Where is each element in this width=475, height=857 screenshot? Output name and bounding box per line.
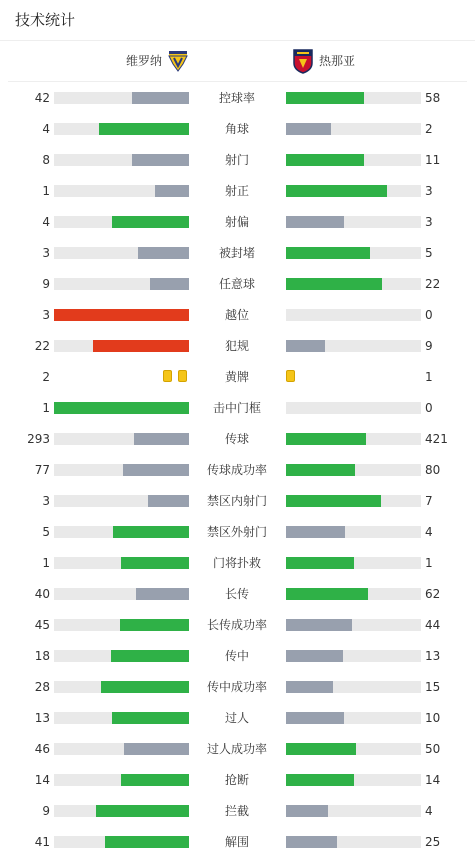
- home-stat-bar-fill: [134, 433, 189, 445]
- away-stat-value: 15: [425, 680, 441, 694]
- away-stat-bar: [286, 402, 421, 414]
- stat-row: [0, 243, 475, 263]
- away-stat-value: 1: [425, 370, 433, 384]
- home-stat-value: 3: [42, 494, 50, 508]
- stat-label: 传球: [224, 432, 249, 446]
- away-stat-value: 11: [425, 153, 441, 167]
- away-stat-bar-fill: [286, 123, 331, 135]
- stat-row: [0, 274, 475, 294]
- away-stat-value: 50: [425, 742, 441, 756]
- home-stat-value: 28: [34, 680, 50, 694]
- home-stat-bar: [54, 650, 189, 662]
- away-stat-bar-fill: [286, 495, 381, 507]
- stat-row: [0, 305, 475, 325]
- away-stat-bar: [286, 836, 421, 848]
- away-stat-value: 7: [425, 494, 433, 508]
- away-stat-bar: [286, 309, 421, 321]
- stat-row: [0, 88, 475, 108]
- home-stat-bar: [54, 247, 189, 259]
- home-stat-bar: [54, 557, 189, 569]
- away-stat-value: 14: [425, 773, 441, 787]
- yellow-card-icon: [178, 370, 187, 382]
- home-stat-bar: [54, 92, 189, 104]
- home-stat-value: 1: [42, 401, 50, 415]
- home-stat-bar: [54, 619, 189, 631]
- stat-row: [0, 429, 475, 449]
- stat-label: 禁区外射门: [206, 525, 267, 539]
- home-stat-value: 18: [34, 649, 50, 663]
- home-stat-value: 46: [34, 742, 50, 756]
- stat-row: [0, 770, 475, 790]
- away-stat-bar-fill: [286, 805, 328, 817]
- stat-label: 抢断: [224, 773, 249, 787]
- away-stat-bar-fill: [286, 216, 344, 228]
- away-team-name[interactable]: 热那亚: [319, 54, 356, 68]
- home-stat-bar-fill: [105, 836, 189, 848]
- away-stat-value: 3: [425, 215, 433, 229]
- stat-row: [0, 119, 475, 139]
- stat-row: [0, 398, 475, 418]
- away-stat-bar: [286, 774, 421, 786]
- home-stat-bar-fill: [112, 216, 189, 228]
- away-stat-bar-fill: [286, 650, 343, 662]
- home-stat-bar: [54, 185, 189, 197]
- stat-row: [0, 677, 475, 697]
- stat-label: 长传: [224, 587, 249, 601]
- away-stat-value: 2: [425, 122, 433, 136]
- home-stat-bar-fill: [148, 495, 189, 507]
- home-stat-bar: [54, 309, 189, 321]
- away-stat-bar: [286, 805, 421, 817]
- away-stat-bar-fill: [286, 743, 356, 755]
- away-stat-bar-fill: [286, 557, 354, 569]
- home-stat-value: 2: [42, 370, 50, 384]
- stat-label: 拦截: [224, 804, 249, 818]
- away-stat-bar-fill: [286, 278, 382, 290]
- stat-label: 射正: [224, 184, 249, 198]
- yellow-card-icon: [286, 370, 295, 382]
- stat-label: 射门: [224, 153, 249, 167]
- stat-row: [0, 181, 475, 201]
- away-stat-value: 9: [425, 339, 433, 353]
- home-stat-bar-fill: [96, 805, 189, 817]
- home-stat-value: 3: [42, 246, 50, 260]
- stat-label: 任意球: [218, 277, 255, 291]
- home-stat-bar: [54, 464, 189, 476]
- away-team-logo-icon[interactable]: [292, 48, 314, 74]
- away-stat-bar: [286, 588, 421, 600]
- home-stat-bar-fill: [112, 712, 189, 724]
- away-stat-value: 13: [425, 649, 441, 663]
- home-stat-bar: [54, 805, 189, 817]
- home-team-name[interactable]: 维罗纳: [125, 54, 162, 68]
- home-stat-value: 4: [42, 122, 50, 136]
- home-stat-bar-fill: [54, 402, 189, 414]
- home-stat-value: 3: [42, 308, 50, 322]
- stat-row: [0, 212, 475, 232]
- away-stat-bar-fill: [286, 588, 368, 600]
- stat-label: 传中: [224, 649, 249, 663]
- away-stat-value: 1: [425, 556, 433, 570]
- home-stat-value: 293: [27, 432, 50, 446]
- away-stat-bar-fill: [286, 619, 352, 631]
- stat-label: 控球率: [218, 91, 255, 105]
- home-stat-bar-fill: [120, 619, 189, 631]
- page-title: 技术统计: [0, 0, 475, 41]
- home-stat-bar-fill: [121, 774, 189, 786]
- away-stat-value: 4: [425, 525, 433, 539]
- stat-label: 过人: [224, 711, 249, 725]
- away-stat-bar-fill: [286, 836, 337, 848]
- home-stat-value: 4: [42, 215, 50, 229]
- home-stat-value: 5: [42, 525, 50, 539]
- stat-row: [0, 522, 475, 542]
- stat-label: 被封堵: [218, 246, 255, 260]
- home-stat-bar: [54, 743, 189, 755]
- stat-row: [0, 491, 475, 511]
- home-stat-bar-fill: [132, 154, 189, 166]
- stat-label: 角球: [224, 122, 249, 136]
- stat-label: 击中门框: [212, 401, 261, 415]
- home-stat-value: 1: [42, 556, 50, 570]
- stat-row: [0, 615, 475, 635]
- away-stat-bar: [286, 247, 421, 259]
- home-stat-value: 22: [34, 339, 50, 353]
- home-stat-bar: [54, 495, 189, 507]
- home-stat-value: 13: [34, 711, 50, 725]
- away-stat-bar-fill: [286, 92, 364, 104]
- home-stat-bar: [54, 123, 189, 135]
- home-stat-bar: [54, 402, 189, 414]
- away-stat-value: 44: [425, 618, 441, 632]
- away-stat-bar: [286, 154, 421, 166]
- home-stat-bar: [54, 433, 189, 445]
- stat-row: [0, 367, 475, 387]
- away-stat-bar-fill: [286, 526, 345, 538]
- stat-row: [0, 646, 475, 666]
- away-stat-value: 0: [425, 401, 433, 415]
- away-stat-bar-fill: [286, 464, 355, 476]
- home-stat-value: 14: [34, 773, 50, 787]
- stat-label: 传球成功率: [206, 463, 267, 477]
- away-stat-bar: [286, 526, 421, 538]
- away-stat-bar: [286, 743, 421, 755]
- home-stat-value: 8: [42, 153, 50, 167]
- home-stat-bar-fill: [121, 557, 189, 569]
- home-stat-bar-fill: [150, 278, 189, 290]
- stat-label: 长传成功率: [206, 618, 267, 632]
- away-stat-bar-fill: [286, 154, 364, 166]
- stat-row: [0, 150, 475, 170]
- home-stat-bar: [54, 681, 189, 693]
- away-stat-bar-fill: [286, 681, 333, 693]
- away-stat-value: 22: [425, 277, 441, 291]
- home-stat-bar-fill: [54, 309, 189, 321]
- home-stat-bar-fill: [136, 588, 189, 600]
- home-stat-bar: [54, 340, 189, 352]
- away-stat-value: 80: [425, 463, 441, 477]
- stat-label: 禁区内射门: [206, 494, 267, 508]
- home-stat-value: 1: [42, 184, 50, 198]
- away-stat-value: 0: [425, 308, 433, 322]
- away-stat-bar: [286, 464, 421, 476]
- home-stat-value: 41: [34, 835, 50, 849]
- away-stat-bar: [286, 433, 421, 445]
- away-stat-bar: [286, 340, 421, 352]
- stat-row: [0, 460, 475, 480]
- stat-row: [0, 801, 475, 821]
- home-team-logo-icon[interactable]: [167, 50, 189, 72]
- home-stat-bar-fill: [124, 743, 189, 755]
- stat-row: [0, 584, 475, 604]
- away-stat-value: 421: [425, 432, 448, 446]
- home-stat-bar-fill: [123, 464, 189, 476]
- away-stat-bar-fill: [286, 712, 344, 724]
- stat-label: 过人成功率: [206, 742, 267, 756]
- away-stat-value: 3: [425, 184, 433, 198]
- stat-row: [0, 336, 475, 356]
- away-stat-bar: [286, 650, 421, 662]
- stat-label: 越位: [224, 308, 249, 322]
- home-stat-value: 40: [34, 587, 50, 601]
- home-stat-value: 9: [42, 804, 50, 818]
- stat-label: 黄牌: [224, 370, 249, 384]
- home-stat-bar: [54, 526, 189, 538]
- home-stat-bar-fill: [111, 650, 189, 662]
- stat-row: [0, 739, 475, 759]
- away-stat-bar: [286, 185, 421, 197]
- stat-row: [0, 832, 475, 852]
- home-stat-value: 45: [34, 618, 50, 632]
- away-stat-bar: [286, 278, 421, 290]
- home-stat-bar-fill: [99, 123, 189, 135]
- stat-label: 传中成功率: [206, 680, 267, 694]
- away-stat-bar: [286, 495, 421, 507]
- away-stat-bar-fill: [286, 774, 354, 786]
- away-stat-value: 25: [425, 835, 441, 849]
- away-stat-bar: [286, 216, 421, 228]
- home-stat-bar: [54, 774, 189, 786]
- yellow-card-icon: [163, 370, 172, 382]
- home-stat-bar: [54, 278, 189, 290]
- stat-label: 射偏: [224, 215, 249, 229]
- stat-label: 解围: [224, 835, 249, 849]
- home-stat-value: 9: [42, 277, 50, 291]
- away-stat-value: 5: [425, 246, 433, 260]
- away-stat-bar: [286, 681, 421, 693]
- away-stat-bar: [286, 712, 421, 724]
- home-stat-bar-fill: [101, 681, 189, 693]
- home-stat-bar-fill: [113, 526, 189, 538]
- away-stat-value: 58: [425, 91, 441, 105]
- away-stat-bar-fill: [286, 433, 366, 445]
- away-stat-bar: [286, 92, 421, 104]
- home-stat-bar: [54, 712, 189, 724]
- away-stat-bar: [286, 557, 421, 569]
- away-stat-value: 10: [425, 711, 441, 725]
- home-stat-bar: [54, 588, 189, 600]
- away-stat-bar-fill: [286, 340, 325, 352]
- away-stat-bar: [286, 619, 421, 631]
- away-stat-bar: [286, 123, 421, 135]
- away-stat-value: 4: [425, 804, 433, 818]
- away-stat-bar-fill: [286, 247, 370, 259]
- home-stat-bar: [54, 216, 189, 228]
- home-stat-bar-fill: [93, 340, 189, 352]
- home-stat-bar-fill: [138, 247, 189, 259]
- home-stat-value: 42: [34, 91, 50, 105]
- home-stat-bar-fill: [132, 92, 189, 104]
- home-stat-bar: [54, 836, 189, 848]
- stat-label: 门将扑救: [212, 556, 261, 570]
- teams-header: [8, 41, 467, 82]
- away-stat-bar-fill: [286, 185, 387, 197]
- stat-label: 犯规: [224, 339, 249, 353]
- home-stat-bar-fill: [155, 185, 189, 197]
- home-stat-bar: [54, 154, 189, 166]
- home-stat-value: 77: [34, 463, 50, 477]
- stat-row: [0, 708, 475, 728]
- away-stat-value: 62: [425, 587, 441, 601]
- stat-row: [0, 553, 475, 573]
